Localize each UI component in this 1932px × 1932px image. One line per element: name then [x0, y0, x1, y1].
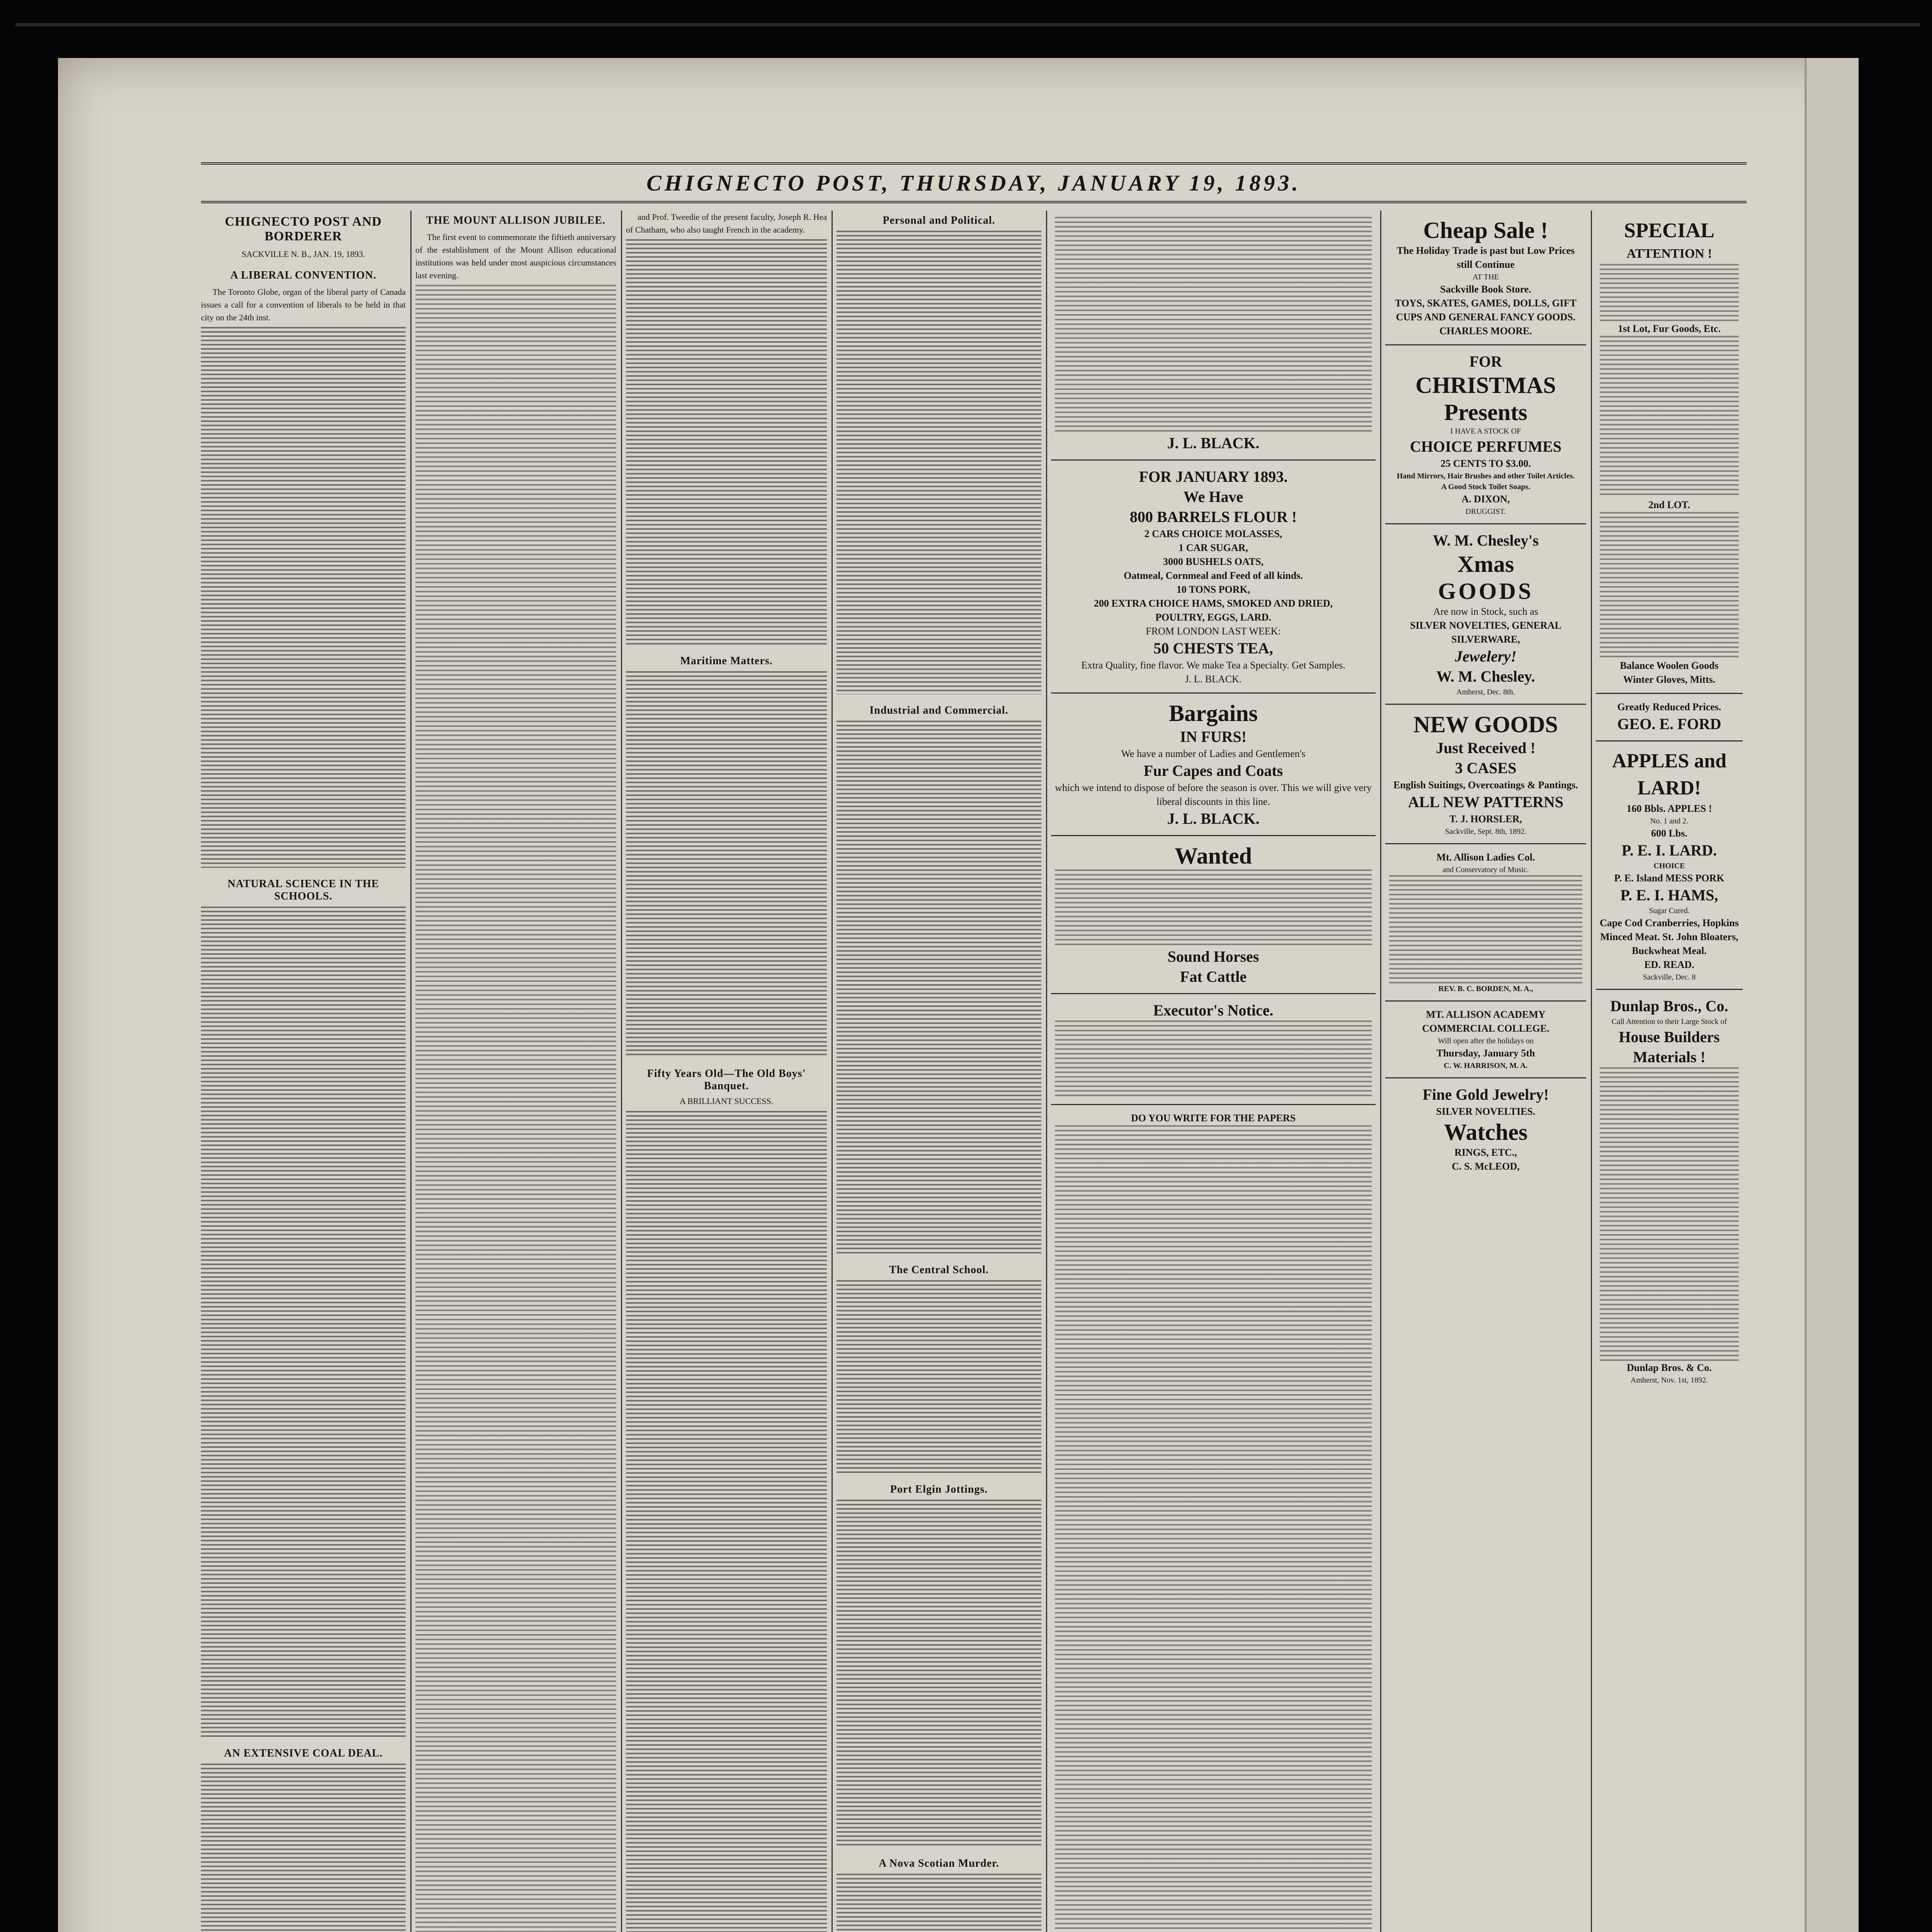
special-attention-ad: [1596, 211, 1743, 694]
article-text: [201, 1764, 406, 1932]
column-maritime: [626, 211, 827, 1932]
new-goods-ad: [1385, 705, 1586, 844]
masthead-rule-top: [201, 162, 1747, 165]
ford-ad: [1596, 694, 1743, 742]
column-rule: [1380, 211, 1381, 1932]
ad-line: Sugar Cured.: [1649, 906, 1690, 915]
ad-title: APPLES and LARD!: [1612, 750, 1727, 799]
ad-line: P. E. I. LARD.: [1621, 842, 1717, 859]
item-line: 200 EXTRA CHOICE HAMS, SMOKED AND DRIED,: [1094, 598, 1333, 609]
ad-title: FOR JANUARY 1893.: [1139, 468, 1288, 485]
ad-title: W. M. Chesley's: [1432, 532, 1539, 549]
apples-lard-ad: [1596, 742, 1743, 990]
ad-line: Hand Mirrors, Hair Brushes and other Toilet Articles.: [1396, 472, 1575, 480]
executor-ad: [1051, 994, 1376, 1105]
ad-text: [1389, 875, 1582, 983]
ad-line: 160 Bbls. APPLES !: [1626, 803, 1712, 814]
ad-line: I HAVE A STOCK OF: [1450, 427, 1521, 435]
ad-text: [1055, 869, 1372, 947]
column-rule: [1046, 211, 1047, 1932]
ad-signature: C. W. HARRISON, M. A.: [1444, 1061, 1528, 1070]
ad-line: GOODS: [1438, 578, 1534, 604]
ad-line: 600 Lbs.: [1651, 828, 1687, 839]
ad-line: Sackville, Dec. 8: [1643, 973, 1696, 981]
cheap-sale-ad: [1385, 211, 1586, 345]
ad-text: [1600, 264, 1739, 322]
ad-signature: W. M. Chesley.: [1436, 668, 1535, 685]
ad-line: DRUGGIST.: [1465, 507, 1506, 516]
article-heading: AN EXTENSIVE COAL DEAL.: [224, 1747, 383, 1759]
ad-line: Fur Capes and Coats: [1143, 762, 1283, 779]
ad-signature: REV. B. C. BORDEN, M. A.,: [1438, 985, 1533, 993]
ad-list: [1600, 336, 1739, 498]
ad-line: Sackville Book Store.: [1440, 284, 1531, 295]
ad-line: Amherst, Dec. 8th.: [1456, 688, 1515, 696]
article-lead: The first event to commemorate the fiftieth anniversary of the establishment of the Mount Allison educational institutions was held under most auspicious circumstances last evening.: [415, 232, 616, 280]
article-heading: Industrial and Commercial.: [869, 704, 1009, 716]
column-sackville-ads: [1385, 211, 1586, 1932]
ad-line: and Conservatory of Music.: [1442, 866, 1529, 874]
item-line: 3000 BUSHELS OATS,: [1163, 556, 1264, 567]
masthead: CHIGNECTO POST, THURSDAY, JANUARY 19, 1893.: [646, 170, 1301, 196]
article-text: [415, 285, 616, 1932]
item-line: 10 TONS PORK,: [1176, 584, 1250, 595]
ad-signature: C. S. McLEOD,: [1452, 1161, 1520, 1172]
ad-line: Extra Quality, fine flavor. We make Tea a Specialty. Get Samples.: [1081, 660, 1345, 671]
ad-signature: J. L. BLACK.: [1167, 434, 1260, 452]
article-text: [837, 1500, 1041, 1847]
ad-line: Xmas: [1457, 551, 1514, 577]
ad-title: Fine Gold Jewelry!: [1422, 1086, 1549, 1103]
column-black-ads: [1051, 211, 1376, 1932]
christmas-presents-ad: [1385, 345, 1586, 524]
ad-line: Thursday, January 5th: [1436, 1048, 1535, 1059]
ad-line: Amherst, Nov. 1st, 1892.: [1630, 1376, 1708, 1384]
column-jubilee: [415, 211, 616, 1932]
column-rule: [410, 211, 412, 1932]
ad-signature: J. L. BLACK.: [1167, 810, 1260, 827]
ad-list: [1600, 1067, 1739, 1361]
academy-ad: [1385, 1002, 1586, 1078]
article-text: [626, 239, 827, 645]
ad-title: Mt. Allison Ladies Col.: [1436, 852, 1535, 863]
ad-title: CHRISTMAS: [1415, 372, 1556, 398]
ad-title: Cheap Sale !: [1423, 218, 1548, 243]
ad-line: Jewelery!: [1455, 648, 1517, 665]
article-heading: NATURAL SCIENCE IN THE SCHOOLS.: [227, 878, 379, 902]
ad-line: The Holiday Trade is past but Low Prices still Continue: [1396, 245, 1575, 270]
article-text: [626, 671, 827, 1058]
dunlap-ad: [1596, 990, 1743, 1392]
ad-line: Will open after the holidays on: [1438, 1037, 1534, 1045]
ad-line: Cape Cod Cranberries, Hopkins Minced Meat. St. John Bloaters, Buckwheat Meal.: [1600, 917, 1739, 956]
column-amherst-ads: [1596, 211, 1743, 1932]
ad-line: Fat Cattle: [1180, 968, 1247, 985]
article-text: [201, 327, 406, 868]
ad-signature: J. L. BLACK.: [1185, 673, 1242, 685]
article-heading: Fifty Years Old—The Old Boys' Banquet.: [647, 1068, 806, 1092]
ad-line: CHOICE: [1653, 862, 1685, 870]
ad-line: TOYS, SKATES, GAMES, DOLLS, GIFT CUPS AND GENERAL FANCY GOODS.: [1395, 298, 1577, 323]
ad-line: Are now in Stock, such as: [1433, 606, 1538, 617]
masthead-rule-bottom: [201, 201, 1747, 203]
ad-title: NEW GOODS: [1413, 712, 1558, 737]
column-rule: [832, 211, 833, 1932]
thanks-ad: [1051, 211, 1376, 461]
flour-line: 800 BARRELS FLOUR !: [1129, 508, 1297, 526]
article-heading: Maritime Matters.: [680, 655, 773, 667]
ad-signature: GEO. E. FORD: [1617, 715, 1721, 733]
ad-signature: ED. READ.: [1644, 959, 1694, 970]
page-fold: [1804, 58, 1807, 1932]
ad-line: ATTENTION !: [1626, 247, 1712, 261]
chesley-ad: [1385, 524, 1586, 705]
article-text: [626, 1111, 827, 1932]
article-heading: THE MOUNT ALLISON JUBILEE.: [426, 214, 606, 226]
item-line: POULTRY, EGGS, LARD.: [1155, 612, 1271, 623]
ad-line: COMMERCIAL COLLEGE.: [1422, 1023, 1549, 1034]
ad-signature: Dunlap Bros. & Co.: [1627, 1362, 1712, 1373]
ad-title: Dunlap Bros., Co.: [1610, 997, 1728, 1015]
ad-line: Watches: [1444, 1119, 1528, 1145]
ad-line: Call Attention to their Large Stock of: [1611, 1017, 1727, 1026]
ad-signature: CHARLES MOORE.: [1439, 325, 1532, 337]
article-heading: The Central School.: [889, 1264, 989, 1276]
ad-line: FROM LONDON LAST WEEK:: [1146, 626, 1281, 637]
wanted-ad: [1051, 836, 1376, 994]
ad-signature: T. J. HORSLER,: [1449, 813, 1522, 825]
ad-line: SILVER NOVELTIES.: [1436, 1106, 1536, 1117]
ad-title: Executor's Notice.: [1153, 1002, 1274, 1019]
ad-line: AT THE: [1473, 273, 1499, 281]
papers-ad: [1051, 1105, 1376, 1932]
jewelry-ad: [1385, 1078, 1586, 1180]
ad-title: SPECIAL: [1624, 219, 1715, 242]
article-text: [837, 1280, 1041, 1473]
ad-line: Balance Woolen Goods: [1620, 660, 1719, 671]
ad-line: Presents: [1444, 400, 1527, 425]
ad-line: CHOICE PERFUMES: [1410, 438, 1562, 455]
ad-line: English Suitings, Overcoatings & Pantings.: [1393, 779, 1578, 791]
article-lead: The Toronto Globe, organ of the liberal party of Canada issues a call for a convention of liberals to be held in that city on the 24th inst.: [201, 287, 406, 322]
article-heading: Port Elgin Jottings.: [890, 1483, 988, 1495]
ad-line: Sound Horses: [1167, 948, 1259, 965]
column-rule: [621, 211, 622, 1932]
article-text: [837, 231, 1041, 694]
column-editorial: [201, 211, 406, 1932]
paper-title: CHIGNECTO POST AND BORDERER: [225, 214, 382, 243]
article-heading: A Nova Scotian Murder.: [879, 1857, 999, 1869]
column-personal: [837, 211, 1041, 1932]
ad-text: [1055, 1020, 1372, 1098]
article-text: [837, 1874, 1041, 1932]
adjacent-page-edge: [1804, 58, 1859, 1932]
ad-line: RINGS, ETC.,: [1454, 1147, 1517, 1158]
ad-line: Materials !: [1633, 1048, 1706, 1066]
item-line: 2 CARS CHOICE MOLASSES,: [1144, 528, 1282, 539]
ad-title: Bargains: [1168, 701, 1258, 726]
article-subheading: A BRILLIANT SUCCESS.: [679, 1096, 774, 1106]
article-text: [201, 906, 406, 1737]
ad-line: We Have: [1183, 488, 1243, 505]
article-lead: and Prof. Tweedie of the present faculty, Joseph R. Hea of Chatham, who also taught French in the academy.: [626, 212, 827, 235]
furs-ad: [1051, 694, 1376, 836]
item-line: 1 CAR SUGAR,: [1179, 542, 1248, 553]
ad-title: Wanted: [1174, 843, 1252, 869]
tea-line: 50 CHESTS TEA,: [1153, 639, 1273, 657]
ad-list: [1600, 512, 1739, 659]
ad-title: MT. ALLISON ACADEMY: [1426, 1009, 1546, 1020]
ad-signature: A. DIXON,: [1461, 493, 1510, 505]
ladies-college-ad: [1385, 844, 1586, 1002]
column-rule: [1591, 211, 1592, 1932]
ad-title: DO YOU WRITE FOR THE PAPERS: [1131, 1112, 1296, 1124]
ad-line: FOR: [1469, 353, 1502, 370]
ad-line: P. E. I. HAMS,: [1620, 886, 1718, 904]
ad-line: Winter Gloves, Mitts.: [1623, 674, 1716, 685]
ad-line: 1st Lot, Fur Goods, Etc.: [1617, 323, 1721, 334]
ad-line: We have a number of Ladies and Gentlemen's: [1121, 748, 1306, 759]
ad-line: A Good Stock Toilet Soaps.: [1441, 483, 1531, 491]
ad-line: IN FURS!: [1180, 728, 1247, 745]
article-heading: Personal and Political.: [883, 214, 995, 226]
item-line: Oatmeal, Cornmeal and Feed of all kinds.: [1124, 570, 1303, 581]
ad-line: No. 1 and 2.: [1650, 817, 1689, 825]
ad-line: 3 CASES: [1455, 759, 1517, 777]
dateline: SACKVILLE N. B., JAN. 19, 1893.: [242, 249, 365, 259]
ad-text: [1055, 217, 1372, 433]
ad-text: [1055, 1125, 1372, 1932]
ad-line: Just Received !: [1436, 739, 1536, 757]
ad-line: House Builders: [1619, 1028, 1720, 1046]
ad-title: Greatly Reduced Prices.: [1617, 701, 1721, 713]
ad-line: P. E. Island MESS PORK: [1614, 872, 1725, 884]
ad-line: 25 CENTS TO $3.00.: [1440, 458, 1531, 469]
article-heading: A LIBERAL CONVENTION.: [230, 269, 377, 281]
ad-line: ALL NEW PATTERNS: [1408, 793, 1564, 811]
ad-line: SILVER NOVELTIES, GENERAL SILVERWARE,: [1410, 620, 1561, 645]
ad-line: which we intend to dispose of before the season is over. This we will give very liberal discounts in this line.: [1055, 782, 1372, 807]
ad-line: 2nd LOT.: [1648, 499, 1690, 510]
article-text: [837, 721, 1041, 1254]
ad-line: Sackville, Sept. 8th, 1892.: [1445, 827, 1527, 836]
january-ad: [1051, 461, 1376, 694]
